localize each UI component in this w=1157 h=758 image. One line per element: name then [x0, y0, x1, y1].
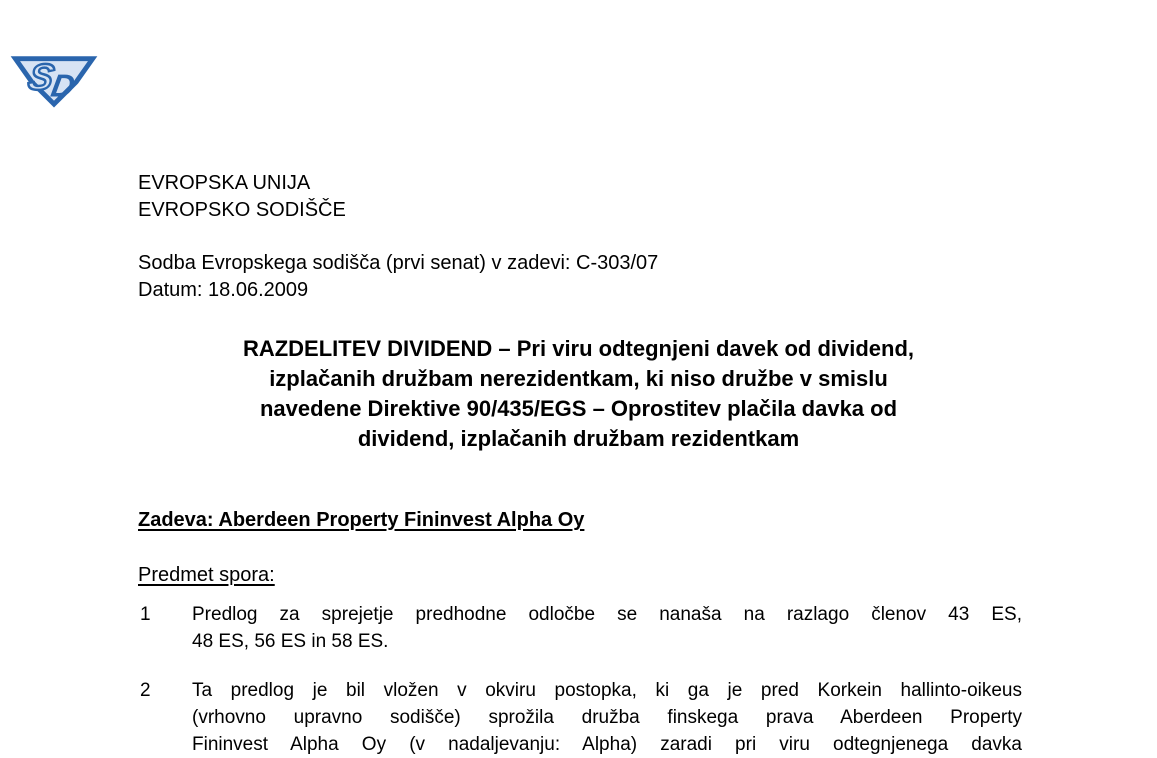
title-line-4: dividend, izplačanih družbam rezidentkam	[357, 426, 800, 451]
paragraph-2-line-1: Ta predlog je bil vložen v okviru postopka, ki ga je pred Korkein hallinto-oikeus	[192, 680, 1022, 701]
paragraph-2-number: 2	[140, 680, 151, 701]
paragraph-2-line-2: (vrhovno upravno sodišče) sprožila družba finskega prava Aberdeen Property	[192, 707, 1022, 728]
title-line-2: izplačanih družbam nerezidentkam, ki niso družbe v smislu	[269, 366, 888, 391]
case-info	[138, 250, 658, 304]
date-line: Datum: 18.06.2009	[138, 279, 309, 301]
paragraph-2-text	[192, 677, 1022, 758]
paragraph-1	[140, 601, 1022, 655]
logo-letter-d: D	[48, 67, 78, 104]
case-heading: Zadeva: Aberdeen Property Fininvest Alpha Oy	[138, 509, 585, 531]
paragraph-1-line-2: 48 ES, 56 ES in 58 ES.	[192, 631, 389, 652]
shield-icon	[10, 50, 98, 108]
paragraph-2-line-3: Fininvest Alpha Oy (v nadaljevanju: Alpha) zaradi pri viru odtegnjenega davka	[192, 734, 1022, 755]
paragraph-1-number: 1	[140, 604, 151, 625]
paragraph-2	[140, 677, 1022, 758]
paragraph-1-text	[192, 601, 1022, 655]
org-header	[138, 170, 346, 224]
subject-heading: Predmet spora:	[138, 564, 275, 586]
org-line-court: EVROPSKO SODIŠČE	[138, 199, 346, 221]
org-line-eu: EVROPSKA UNIJA	[138, 172, 311, 194]
paragraph-1-line-1: Predlog za sprejetje predhodne odločbe se nanaša na razlago členov 43 ES,	[192, 604, 1022, 625]
case-reference-line: Sodba Evropskega sodišča (prvi senat) v zadevi: C-303/07	[138, 252, 659, 274]
title-line-3: navedene Direktive 90/435/EGS – Oprostitev plačila davka od	[259, 396, 898, 421]
title-line-1: RAZDELITEV DIVIDEND – Pri viru odtegnjeni davek od dividend,	[242, 336, 915, 361]
sd-shield-logo	[10, 50, 98, 108]
logo-letter-s: S	[25, 55, 58, 98]
document-title	[0, 334, 1157, 454]
